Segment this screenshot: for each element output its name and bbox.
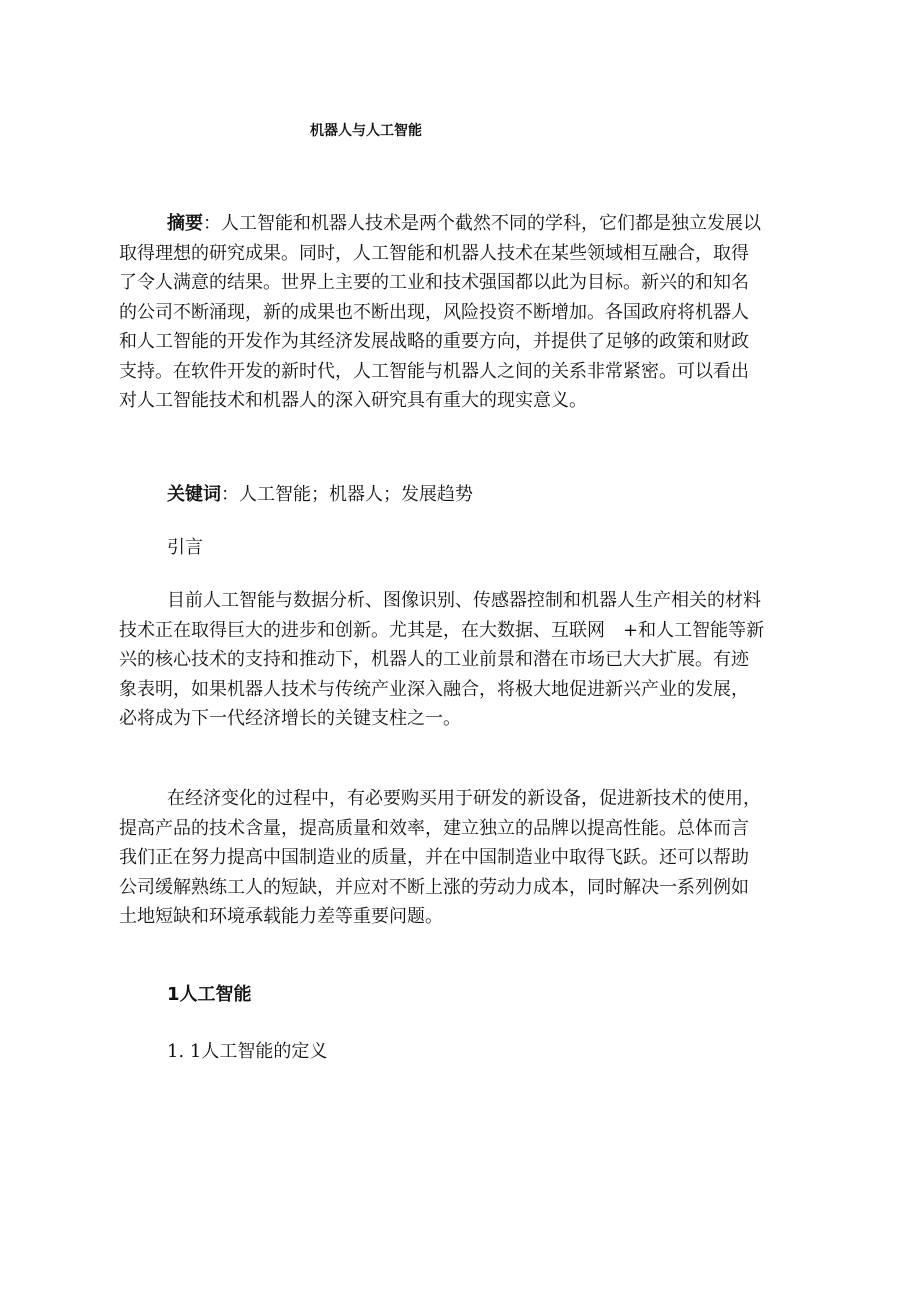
abstract-line: 取得理想的研究成果。同时，人工智能和机器人技术在某些领域相互融合，取得	[119, 242, 749, 264]
document-title: 机器人与人工智能	[310, 123, 422, 139]
keywords-label: 关键词	[167, 484, 221, 505]
subsection-heading-1-1: 1. 1人工智能的定义	[167, 1041, 328, 1062]
paragraph-line: 在经济变化的过程中，有必要购买用于研发的新设备，促进新技术的使用，	[167, 788, 761, 809]
abstract-line: 了令人满意的结果。世界上主要的工业和技术强国都以此为目标。新兴的和知名	[119, 272, 749, 293]
abstract-line: 对人工智能技术和机器人的深入研究具有重大的现实意义。	[119, 390, 587, 411]
paragraph-line: 我们正在努力提高中国制造业的质量，并在中国制造业中取得飞跃。还可以帮助	[119, 847, 749, 868]
keywords-text: ：人工智能；机器人；发展趋势	[221, 484, 473, 505]
intro-heading: 引言	[167, 537, 203, 558]
paragraph-line: 兴的核心技术的支持和推动下，机器人的工业前景和潜在市场已大大扩展。有迹	[119, 649, 749, 670]
body-paragraph-1	[119, 586, 777, 734]
abstract-line	[167, 209, 777, 239]
body-paragraph-2	[119, 784, 777, 932]
abstract-label: 摘要	[167, 213, 203, 234]
abstract-line: 和人工智能的开发作为其经济发展战略的重要方向，并提供了足够的政策和财政	[119, 331, 749, 352]
paragraph-line: 象表明，如果机器人技术与传统产业深入融合，将极大地促进新兴产业的发展，	[119, 678, 749, 700]
abstract-line: 的公司不断涌现，新的成果也不断出现，风险投资不断增加。各国政府将机器人	[119, 301, 749, 323]
paragraph-line: 必将成为下一代经济增长的关键支柱之一。	[119, 708, 461, 729]
paragraph-line: 提高产品的技术含量，提高质量和效率，建立独立的品牌以提高性能。总体而言	[119, 817, 749, 839]
paragraph-line: 目前人工智能与数据分析、图像识别、传感器控制和机器人生产相关的材料	[167, 590, 761, 611]
abstract-separator: ：	[203, 213, 221, 234]
keywords-line	[167, 480, 473, 509]
abstract-paragraph	[119, 209, 777, 416]
section-heading-1: 1人工智能	[167, 984, 252, 1005]
paragraph-line: 技术正在取得巨大的进步和创新。尤其是，在大数据、互联网 +和人工智能等新	[119, 619, 765, 641]
abstract-line: 支持。在软件开发的新时代，人工智能与机器人之间的关系非常紧密。可以看出	[119, 360, 749, 382]
paragraph-line: 土地短缺和环境承载能力差等重要问题。	[119, 906, 443, 927]
abstract-text: 人工智能和机器人技术是两个截然不同的学科，它们都是独立发展以	[221, 213, 761, 234]
paragraph-line: 公司缓解熟练工人的短缺，并应对不断上涨的劳动力成本，同时解决一系列例如	[119, 876, 749, 898]
